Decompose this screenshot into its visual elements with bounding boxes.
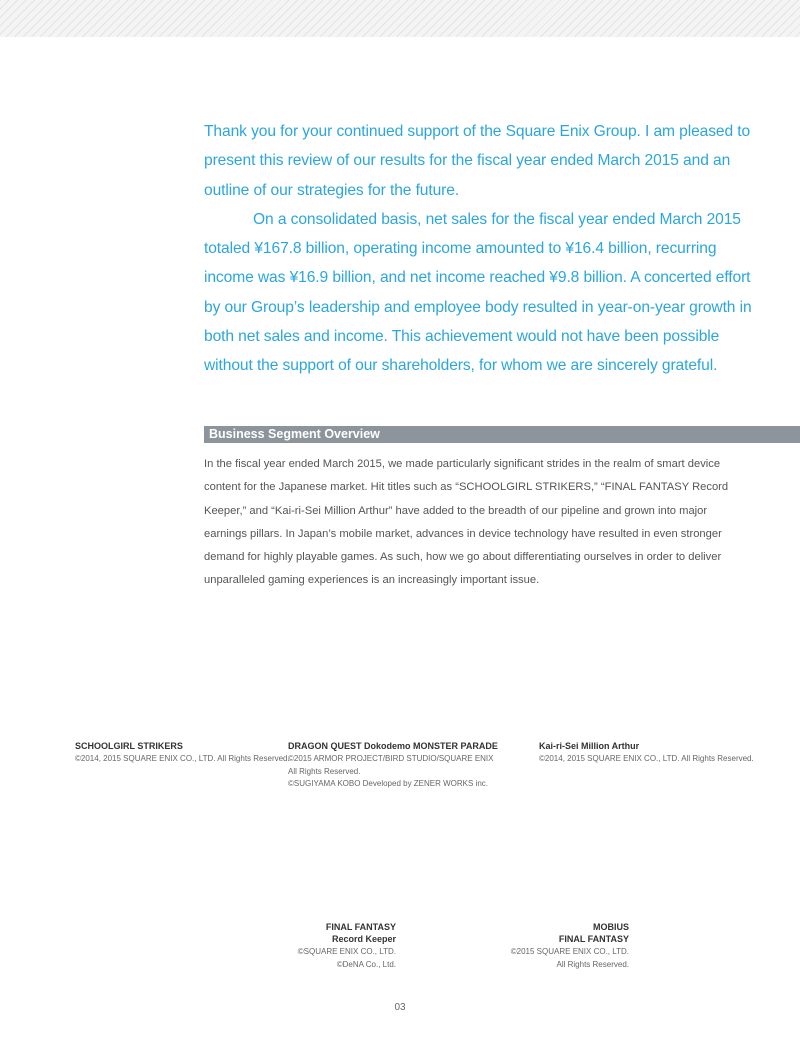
header-pattern-band [0,0,800,37]
credit-title: SCHOOLGIRL STRIKERS [75,741,183,751]
credit-line: All Rights Reserved. [288,766,361,776]
section-heading: Business Segment Overview [209,427,380,441]
credit-title: Kai-ri-Sei Million Arthur [539,741,640,751]
credit-title: FINAL FANTASY [325,922,396,932]
credit-mobius-ff [469,921,629,971]
credit-dragon-quest [288,740,498,791]
segment-overview-text: In the fiscal year ended March 2015, we made particularly significant strides in the realm of smart device content for the Japanese market. Hit titles such as “SCHOOLGIRL STRIKERS,” “FINAL FANTASY Record Keeper,” and “Kai-ri-Sei Million Arthur” have added to the breadth of our pipeline and grown into major earnings pillars. In Japan’s mobile market, advances in device technology have resulted in even stronger demand for highly playable games. As such, how we go about differentiating ourselves in order to deliver unparalleled gaming experiences is an increasingly important issue. [204,458,729,587]
credit-title: Record Keeper [331,934,396,944]
credit-line: ©2014, 2015 SQUARE ENIX CO., LTD. All Rights Reserved. [539,754,754,763]
intro-message [204,117,764,381]
credit-line: ©2015 SQUARE ENIX CO., LTD. [510,947,629,956]
section-heading-bar [204,426,800,443]
credit-title: MOBIUS [593,922,629,932]
credit-line: ©2014, 2015 SQUARE ENIX CO., LTD. All Rights Reserved. [75,754,290,763]
intro-paragraph-1: Thank you for your continued support of the Square Enix Group. I am pleased to present this review of our results for the fiscal year ended March 2015 and an outline of our strategies for the future. [204,123,751,199]
credit-line: ©DeNA Co., Ltd. [336,959,396,969]
credit-line: All Rights Reserved. [556,959,629,969]
page-number: 03 [394,1002,406,1013]
credit-title: DRAGON QUEST Dokodemo MONSTER PARADE [288,741,498,751]
intro-paragraph-2: On a consolidated basis, net sales for the fiscal year ended March 2015 totaled ¥167.8 billion, operating income amounted to ¥16.4 billion, recurring income was ¥16.9 billion, and net income reached ¥9.8 billion. A concerted effort by our Group’s leadership and employee body resulted in year-on-year growth in both net sales and income. This achievement would not have been possible without the support of our shareholders, for whom we are sincerely grateful. [204,210,752,375]
credit-kai-ri-sei [539,740,754,766]
credit-line: ©SQUARE ENIX CO., LTD. [297,947,396,956]
credit-ff-record-keeper [236,921,396,971]
credit-line: ©SUGIYAMA KOBO Developed by ZENER WORKS inc. [288,779,489,788]
credit-schoolgirl-strikers [75,740,290,766]
credit-title: FINAL FANTASY [558,934,629,944]
credit-line: ©2015 ARMOR PROJECT/BIRD STUDIO/SQUARE ENIX [288,754,494,763]
